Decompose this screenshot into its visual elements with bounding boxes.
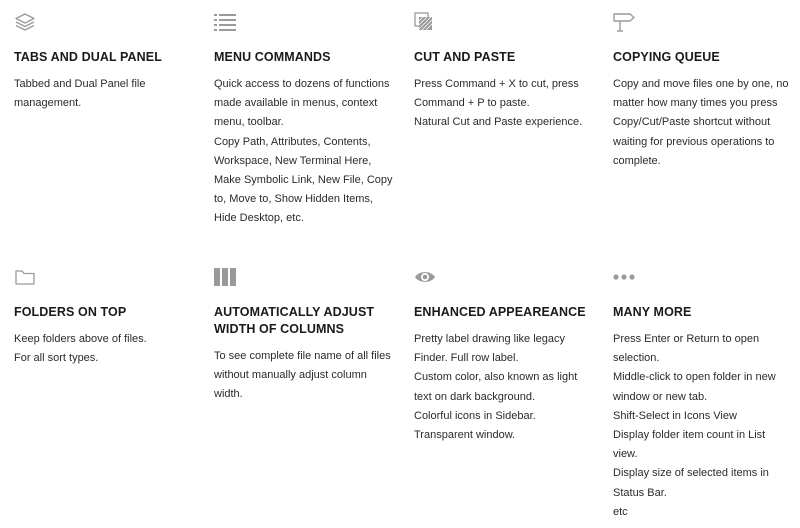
eye-icon [414, 267, 436, 287]
feature-description [414, 330, 596, 445]
description-line: selection. [613, 352, 660, 365]
description-line: Display size of selected items in [613, 467, 769, 480]
description-line: Shift-Select in Icons View [613, 409, 737, 422]
feature-description [14, 330, 196, 368]
feature-description [613, 75, 793, 171]
signpost-icon [613, 12, 635, 32]
description-line: To see complete file name of all files [214, 350, 391, 362]
feature-copying-queue [613, 12, 793, 167]
description-line: Display folder item count in List [613, 429, 766, 442]
description-line: Workspace, New Terminal Here, [214, 154, 372, 167]
feature-description [14, 75, 196, 113]
feature-title: ENHANCED APPEAREANCE [414, 305, 586, 319]
feature-enhanced-appearance [414, 267, 596, 442]
description-line: Press Enter or Return to open [613, 333, 760, 345]
feature-title: CUT AND PASTE [414, 50, 516, 64]
more-icon [613, 267, 635, 287]
feature-description [214, 75, 396, 229]
description-line: Quick access to dozens of functions [214, 78, 390, 90]
description-line: text on dark background. [414, 390, 536, 403]
feature-cut-and-paste [414, 12, 596, 129]
description-line: window or new tab. [613, 390, 708, 403]
feature-adjust-columns [214, 267, 396, 401]
description-line: Natural Cut and Paste experience. [414, 116, 583, 129]
description-line: Hide Desktop, etc. [214, 212, 304, 225]
description-line: Middle-click to open folder in new [613, 371, 776, 384]
description-line: Copy Path, Attributes, Contents, [214, 135, 371, 148]
description-line: Copy/Cut/Paste shortcut without [613, 116, 771, 129]
feature-description [414, 75, 596, 133]
description-line: Press Command + X to cut, press [414, 78, 579, 90]
feature-title: COPYING QUEUE [613, 50, 720, 64]
description-line: to, Move to, Show Hidden Items, [214, 193, 373, 206]
feature-tabs-dual-panel [14, 12, 196, 110]
feature-menu-commands [214, 12, 396, 225]
feature-title: MANY MORE [613, 305, 692, 319]
description-line: Command + P to paste. [414, 97, 530, 110]
feature-title-line: WIDTH OF COLUMNS [214, 322, 345, 336]
description-line: Pretty label drawing like legacy [414, 333, 566, 345]
description-line: For all sort types. [14, 352, 99, 365]
description-line: Transparent window. [414, 429, 516, 442]
feature-title: MENU COMMANDS [214, 50, 331, 64]
feature-many-more [613, 267, 793, 518]
columns-icon [214, 267, 236, 287]
description-line: without manually adjust column [214, 369, 367, 382]
description-line: waiting for previous operations to [613, 135, 775, 148]
description-line: etc [613, 505, 628, 518]
description-line: management. [14, 97, 82, 110]
description-line: Make Symbolic Link, New File, Copy [214, 174, 393, 187]
feature-folders-on-top [14, 267, 196, 365]
feature-title: FOLDERS ON TOP [14, 305, 127, 319]
description-line: Colorful icons in Sidebar. [414, 409, 536, 422]
description-line: Finder. Full row label. [414, 352, 519, 365]
layers-icon [14, 12, 36, 32]
description-line: Copy and move files one by one, no [613, 78, 789, 90]
description-line: made available in menus, context [214, 97, 378, 110]
description-line: complete. [613, 154, 661, 167]
description-line: Tabbed and Dual Panel file [14, 78, 146, 90]
list-icon [214, 12, 236, 32]
feature-title-line: AUTOMATICALLY ADJUST [214, 305, 375, 319]
description-line: width. [214, 388, 243, 401]
description-line: view. [613, 448, 638, 461]
description-line: Status Bar. [613, 486, 667, 499]
description-line: menu, toolbar. [214, 116, 284, 129]
feature-description [613, 330, 793, 522]
cut-paste-icon [414, 12, 436, 32]
feature-description [214, 347, 396, 405]
feature-title [214, 304, 374, 338]
description-line: matter how many times you press [613, 97, 778, 110]
feature-title: TABS AND DUAL PANEL [14, 50, 162, 64]
description-line: Keep folders above of files. [14, 333, 147, 345]
description-line: Custom color, also known as light [414, 371, 578, 384]
folder-icon [14, 267, 36, 287]
